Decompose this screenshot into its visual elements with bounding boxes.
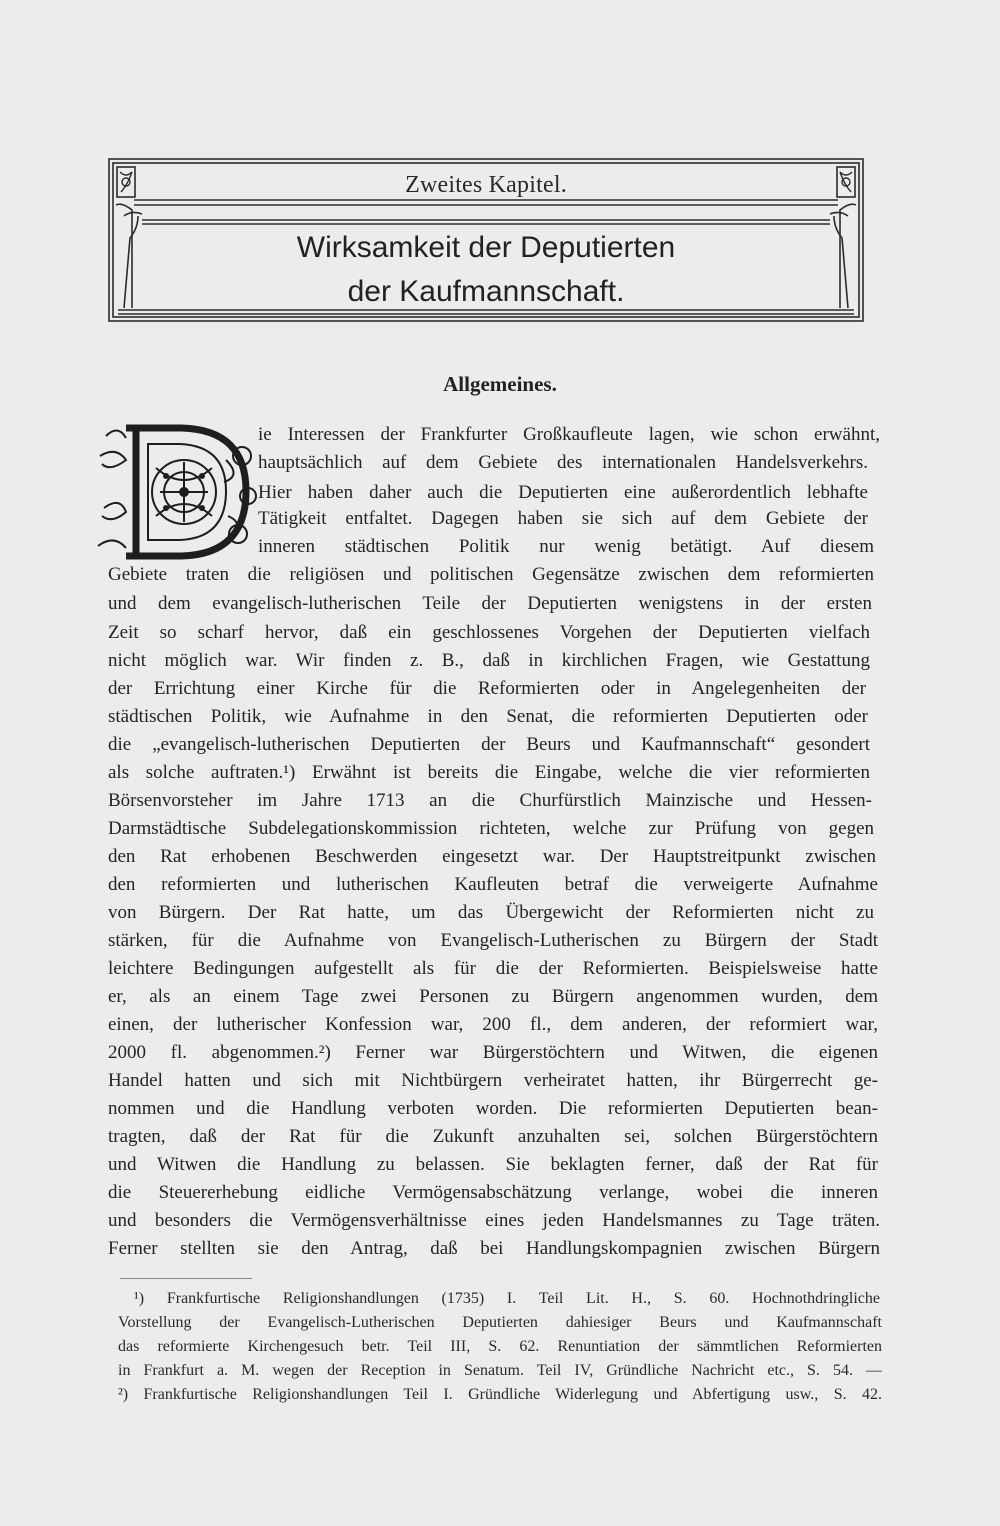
body-line-20: leichtere Bedingungen aufgestellt als für die der Reformierten. Beispielsweise hatte — [108, 958, 878, 979]
body-line-23: 2000 fl. abgenommen.²) Ferner war Bürgerstöchtern und Witwen, die eigenen — [108, 1042, 878, 1063]
body-line-16: den Rat erhobenen Beschwerden eingesetzt war. Der Hauptstreitpunkt zwischen — [108, 846, 876, 867]
section-heading: Allgemeines. — [443, 372, 557, 396]
body-line-7: und dem evangelisch-lutherischen Teile der Deputierten wenigstens in der ersten — [108, 593, 872, 614]
body-line-6: Gebiete traten die religiösen und politischen Gegensätze zwischen dem reformierten — [108, 564, 874, 585]
body-line-11: städtischen Politik, wie Aufnahme in den Senat, die reformierten Deputierten oder — [108, 706, 868, 727]
body-line-1: ie Interessen der Frankfurter Großkaufleute lagen, wie schon erwähnt, — [258, 424, 880, 445]
chapter-title — [108, 226, 864, 314]
body-line-3: Hier haben daher auch die Deputierten eine außerordentlich lebhafte — [258, 482, 868, 503]
body-line-9: nicht möglich war. Wir finden z. B., daß in kirchlichen Fragen, wie Gestattung — [108, 650, 870, 671]
chapter-label: Zweites Kapitel. — [405, 172, 567, 198]
chapter-header-frame — [108, 158, 864, 322]
body-line-22: einen, der lutherischer Konfession war, 200 fl., dem anderen, der reformiert war, — [108, 1014, 878, 1035]
body-line-2: hauptsächlich auf dem Gebiete des internationalen Handelsverkehrs. — [258, 452, 868, 473]
footnote-separator — [120, 1278, 252, 1279]
body-line-27: und Witwen die Handlung zu belassen. Sie beklagten ferner, daß der Rat für — [108, 1154, 878, 1175]
body-line-12: die „evangelisch-lutherischen Deputierten der Beurs und Kaufmannschaft“ gesondert — [108, 734, 870, 755]
body-line-17: den reformierten und lutherischen Kaufleuten betraf die verweigerte Aufnahme — [108, 874, 878, 895]
decorative-initial-d — [96, 416, 258, 566]
body-line-28: die Steuererhebung eidliche Vermögensabschätzung verlange, wobei die inneren — [108, 1182, 878, 1203]
body-line-19: stärken, für die Aufnahme von Evangelisch-Lutherischen zu Bürgern der Stadt — [108, 930, 878, 951]
footnote-line-1: ¹) Frankfurtische Religionshandlungen (1735) I. Teil Lit. H., S. 60. Hochnothdringliche — [134, 1290, 880, 1307]
body-line-14: Börsenvorsteher im Jahre 1713 an die Churfürstlich Mainzische und Hessen- — [108, 790, 872, 811]
body-line-15: Darmstädtische Subdelegationskommission richteten, welche zur Prüfung von gegen — [108, 818, 874, 839]
footnote-line-2: Vorstellung der Evangelisch-Lutherischen Deputierten dahiesiger Beurs und Kaufmannschaft — [118, 1314, 882, 1331]
ornamental-initial-icon — [96, 416, 258, 566]
body-line-8: Zeit so scharf hervor, daß ein geschlossenes Vorgehen der Deputierten vielfach — [108, 622, 870, 643]
body-line-18: von Bürgern. Der Rat hatte, um das Übergewicht der Reformierten nicht zu — [108, 902, 874, 923]
chapter-title-line-1: Wirksamkeit der Deputierten — [296, 231, 676, 264]
body-line-21: er, als an einem Tage zwei Personen zu Bürgern angenommen wurden, dem — [108, 986, 878, 1007]
body-line-4: Tätigkeit entfaltet. Dagegen haben sie sich auf dem Gebiete der — [258, 508, 868, 529]
body-line-30: Ferner stellten sie den Antrag, daß bei Handlungskompagnien zwischen Bürgern — [108, 1238, 880, 1259]
body-line-25: nommen und die Handlung verboten worden. Die reformierten Deputierten bean- — [108, 1098, 878, 1119]
body-line-13: als solche auftraten.¹) Erwähnt ist bereits die Eingabe, welche die vier reformierten — [108, 762, 870, 783]
body-line-29: und besonders die Vermögensverhältnisse eines jeden Handelsmannes zu Tage träten. — [108, 1210, 880, 1231]
body-line-10: der Errichtung einer Kirche für die Reformierten oder in Angelegenheiten der — [108, 678, 866, 699]
footnote-line-5: ²) Frankfurtische Religionshandlungen Teil I. Gründliche Widerlegung und Abfertigung usw., S. 42. — [118, 1386, 882, 1403]
body-line-5: inneren städtischen Politik nur wenig betätigt. Auf diesem — [258, 536, 874, 557]
chapter-title-line-2: der Kaufmannschaft. — [347, 275, 625, 308]
footnote-line-4: in Frankfurt a. M. wegen der Reception in Senatum. Teil IV, Gründliche Nachricht etc., S. 54. — — [118, 1362, 882, 1379]
footnote-line-3: das reformierte Kirchengesuch betr. Teil III, S. 62. Renuntiation der sämmtlichen Reformierten — [118, 1338, 882, 1355]
body-line-26: tragten, daß der Rat für die Zukunft anzuhalten sei, solchen Bürgerstöchtern — [108, 1126, 878, 1147]
body-line-24: Handel hatten und sich mit Nichtbürgern verheiratet hatten, ihr Bürgerrecht ge- — [108, 1070, 878, 1091]
